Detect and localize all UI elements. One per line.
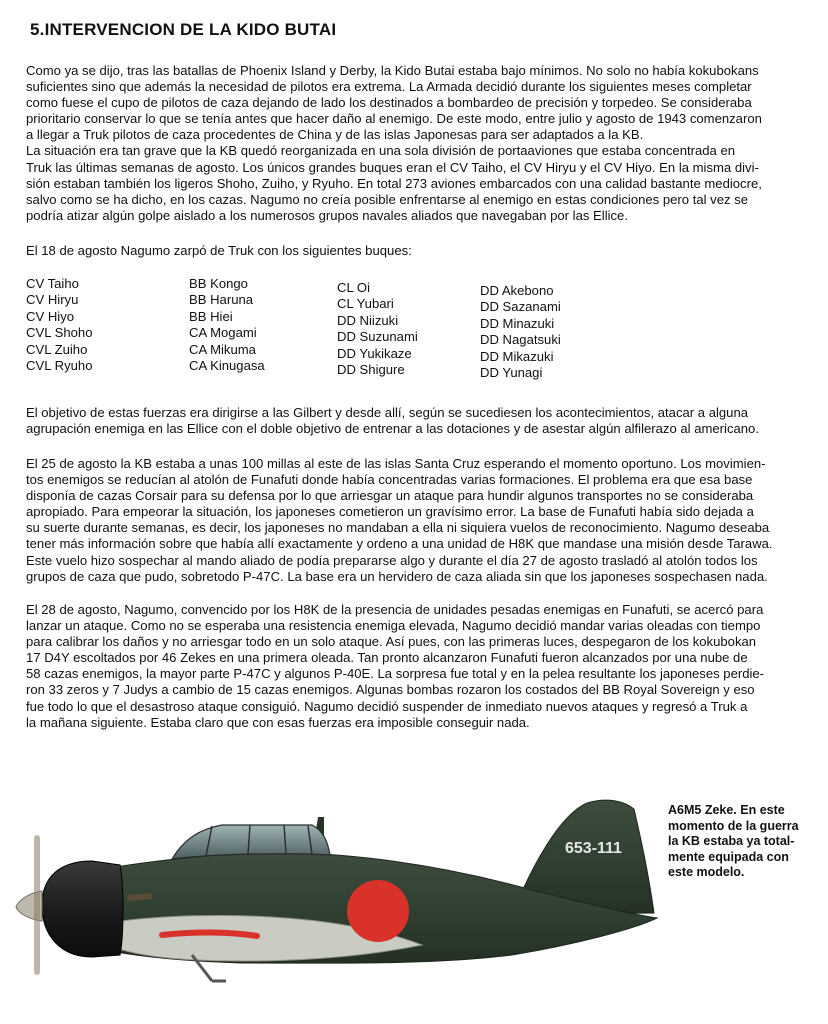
text-line: salvo como se ha dicho, en los cazas. Nagumo no creía posible enfrentarse al enemigo en estas condiciones pero tal vez se — [26, 191, 749, 207]
ships-column-cruisers — [337, 280, 418, 378]
paragraph-intro — [26, 63, 816, 224]
text-line: tener más información sobre que había allí exactamente y ordeno a una unidad de H8K que mandase una misión desde Tarawa. — [26, 536, 773, 552]
hinomaru — [347, 880, 409, 942]
caption-line: A6M5 Zeke. En este — [668, 803, 785, 817]
ship-name: DD Akebono — [480, 283, 554, 298]
page-title: 5.INTERVENCION DE LA KIDO BUTAI — [30, 20, 337, 39]
text-line: podría atizar algún golpe aislado a los numerosos grupos navales aliados que navegaban por las Ellice. — [26, 207, 628, 223]
a6m5-zeke-illustration — [12, 795, 662, 985]
canopy — [172, 825, 330, 859]
text-line: prioritario conservar lo que se tenía antes que hacer daño al enemigo. De este modo, entre julio y agosto de 1943 comenzaron — [26, 111, 762, 127]
propeller-blade — [34, 835, 40, 975]
text-line: La situación era tan grave que la KB quedó reorganizada en una sola división de portaaviones que estaba concentrada en — [26, 143, 736, 159]
ships-column-carriers — [26, 276, 93, 374]
ship-name: CL Oi — [337, 280, 370, 295]
text-line: apropiado. Para empeorar la situación, los japoneses cometieron un gravísimo error. La base de Funafuti había sido dejada a — [26, 504, 754, 520]
ship-name: BB Kongo — [189, 276, 248, 291]
ship-name: CL Yubari — [337, 296, 394, 312]
text-line: El objetivo de estas fuerzas era dirigirse a las Gilbert y desde allí, según se sucediesen los acontecimientos, atacar a alguna — [26, 405, 749, 420]
ship-name: CV Hiyo — [26, 308, 75, 324]
ship-name: DD Suzunami — [337, 329, 418, 345]
caption-line: momento de la guerra — [668, 818, 799, 833]
ship-name: DD Mikazuki — [480, 348, 554, 364]
ship-name: CVL Zuiho — [26, 341, 88, 357]
ship-name: BB Haruna — [189, 292, 254, 308]
ship-name: BB Hiei — [189, 308, 233, 324]
text-line: fue todo lo que el desastroso ataque consiguió. Nagumo decidió suspender de inmediato nuevos ataques y regresó a Truk a — [26, 698, 748, 714]
ships-column-destroyers — [480, 283, 561, 381]
ship-name: DD Sazanami — [480, 299, 561, 315]
paragraph-objective — [26, 405, 816, 437]
ship-name: DD Niizuki — [337, 312, 399, 328]
text-line: El 18 de agosto Nagumo zarpó de Truk con los siguientes buques: — [26, 243, 412, 258]
engine-cowl — [42, 861, 123, 957]
text-line: grupos de caza que pudo, sobretodo P-47C. La base era un hervidero de caza aliada sin que los japoneses sospechasen nada. — [26, 568, 768, 584]
text-line: como fuese el cupo de pilotos de caza dejando de lado los destinados a bombardeo de precisión y torpedeo. Se consideraba — [26, 95, 752, 111]
text-line: disponía de cazas Corsair para su defensa por lo que arriesgar un ataque para hundir algunos transportes no se consideraba — [26, 488, 754, 504]
ship-name: CVL Ryuho — [26, 358, 93, 374]
paragraph-departure — [26, 243, 816, 259]
text-line: Truk las últimas semanas de agosto. Los únicos grandes buques eran el CV Taiho, el CV Hiryu y el CV Hiyo. En la misma divi- — [26, 159, 759, 175]
paragraph-august-28 — [26, 602, 816, 731]
text-line: El 28 de agosto, Nagumo, convencido por los H8K de la presencia de unidades pesadas enemigas en Funafuti, se acercó para — [26, 602, 764, 617]
text-line: agrupación enemiga en las Ellice con el doble objetivo de entrenar a las dotaciones y de asestar algún alfilerazo al americano. — [26, 421, 759, 437]
ship-name: CV Hiryu — [26, 292, 79, 308]
ship-name: CV Taiho — [26, 276, 79, 291]
text-line: para calibrar los daños y no arriesgar todo en un solo ataque. Así pues, con las primeras luces, despegaron de los kokubokan — [26, 634, 757, 650]
ship-name: CA Kinugasa — [189, 358, 265, 374]
text-line: ron 33 zeros y 7 Judys a cambio de 15 cazas enemigos. Algunas bombas rozaron los costados del BB Royal Sovereign y eso — [26, 682, 755, 698]
ship-name: CA Mogami — [189, 325, 257, 341]
caption-line: mente equipada con — [668, 849, 789, 864]
caption-line: la KB estaba ya total- — [668, 834, 795, 849]
text-line: lanzar un ataque. Como no se esperaba una resistencia enemiga elevada, Nagumo decidió mandar varias oleadas con tiempo — [26, 618, 761, 634]
text-line: 58 cazas enemigos, la mayor parte P-47C y algunos P-40E. La sorpresa fue total y en la pelea resultante los japoneses perdie- — [26, 666, 765, 682]
ship-name: DD Yunagi — [480, 365, 543, 381]
paragraph-august-25 — [26, 456, 816, 585]
text-line: la mañana siguiente. Estaba claro que con esas fuerzas era imposible conseguir nada. — [26, 714, 530, 730]
ship-name: DD Nagatsuki — [480, 332, 561, 348]
ship-name: DD Yukikaze — [337, 345, 412, 361]
caption-line: este modelo. — [668, 865, 745, 880]
text-line: sión estaban también los ligeros Shoho, Zuiho, y Ryuho. En total 273 aviones embarcados con una calidad bastante mediocre, — [26, 175, 762, 191]
text-line: El 25 de agosto la KB estaba a unas 100 millas al este de las islas Santa Cruz esperando el momento oportuno. Los movimien- — [26, 456, 766, 471]
text-line: Este vuelo hizo sospechar al mando aliado de podía prepararse algo y durante el día 27 de agosto trasladó al atolón todos los — [26, 552, 758, 568]
text-line: 17 D4Y escoltados por 46 Zekes en una primera oleada. Tan pronto alcanzaron Funafuti fueron alcanzados por una nube de — [26, 650, 748, 666]
ship-name: DD Shigure — [337, 362, 405, 378]
ships-column-battleships — [189, 276, 265, 374]
text-line: a llegar a Truk pilotos de caza procedentes de China y de las islas Japonesas para ser adaptados a la KB. — [26, 127, 644, 143]
ship-name: DD Minazuki — [480, 315, 555, 331]
tail-code: 653-111 — [565, 840, 622, 857]
image-caption — [668, 803, 818, 881]
text-line: Como ya se dijo, tras las batallas de Phoenix Island y Derby, la Kido Butai estaba bajo mínimos. No solo no había kokubokans — [26, 63, 759, 78]
ship-name: CA Mikuma — [189, 341, 256, 357]
text-line: tos enemigos se reducían al atolón de Funafuti donde había concentradas varias formaciones. El problema era que esa base — [26, 472, 753, 488]
text-line: su suerte durante semanas, es decir, los japoneses no mandaban a ella ni siquiera vuelos de reconocimiento. Nagumo deseaba — [26, 520, 770, 536]
text-line: suficientes sino que además la necesidad de pilotos era extrema. La Armada decidió durante los siguientes meses completar — [26, 79, 752, 95]
ship-name: CVL Shoho — [26, 325, 93, 341]
